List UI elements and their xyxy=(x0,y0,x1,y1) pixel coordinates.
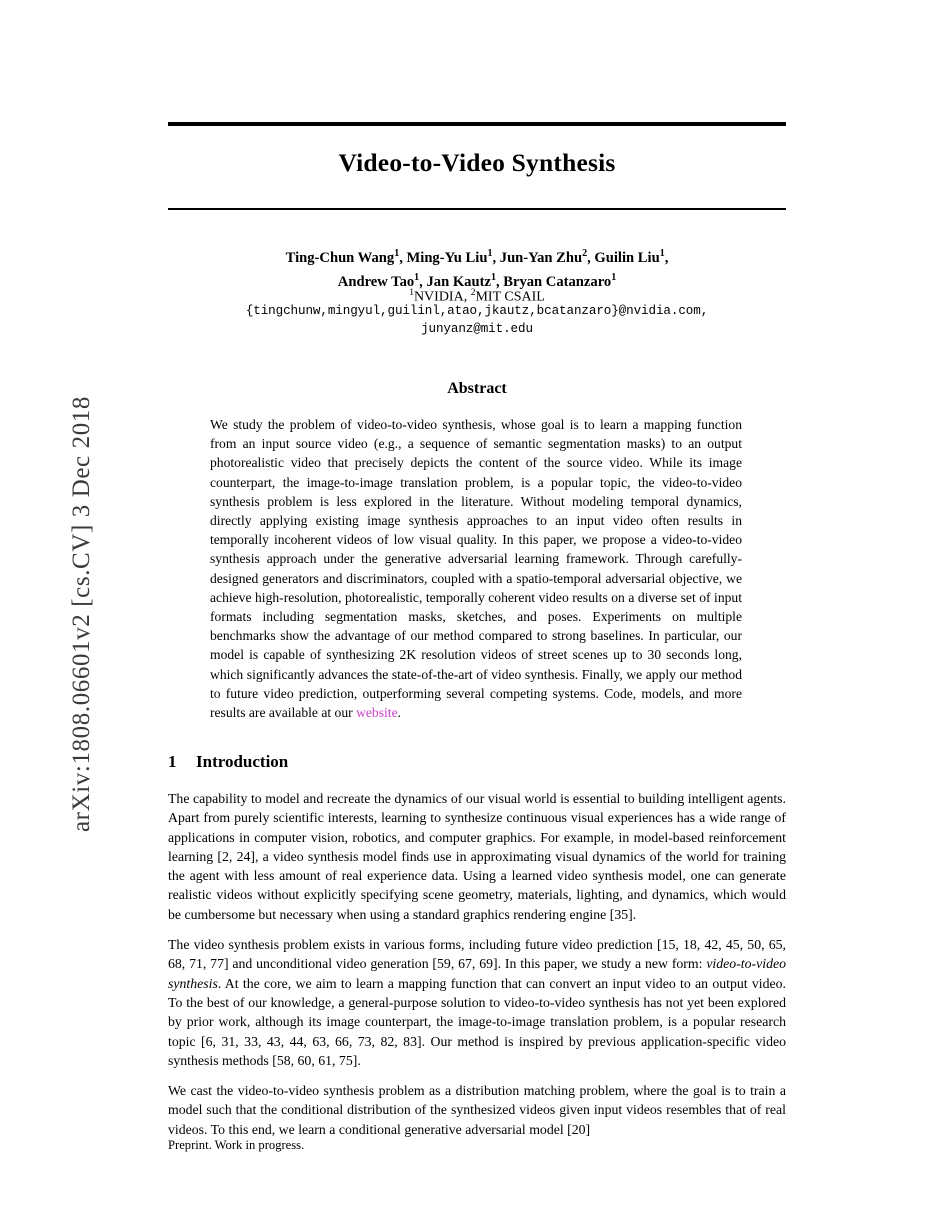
abstract-body xyxy=(210,415,742,722)
email-line-2: junyanz@mit.edu xyxy=(421,321,533,336)
email-line-1: {tingchunw,mingyul,guilinl,atao,jkautz,bcatanzaro}@nvidia.com, xyxy=(245,304,709,318)
author-line-1: Ting-Chun Wang$^1$, Ming-Yu Liu$^1$, Jun-Yan Zhu$^2$, Guilin Liu$^1$, xyxy=(285,248,669,266)
arxiv-stamp-text: arXiv:1808.06601v2 [cs.CV] 3 Dec 2018 xyxy=(68,395,95,833)
paragraph-2-emphasis: video-to-video synthesis xyxy=(168,956,786,991)
section-title: Introduction xyxy=(196,752,289,771)
abstract-text-end: . xyxy=(397,705,402,721)
footnote-preprint: Preprint. Work in progress. xyxy=(168,1138,305,1152)
paper-page xyxy=(168,0,786,1232)
paragraph-2 xyxy=(168,935,786,1070)
abstract-heading: Abstract xyxy=(447,380,507,397)
email-block xyxy=(168,303,786,338)
page-title: Video-to-Video Synthesis xyxy=(338,148,616,177)
arxiv-stamp xyxy=(0,0,120,1232)
paragraph-2-part-1: The video synthesis problem exists in various forms, including future video prediction [15, 18, 42, 45, 50, 65, 68, 71, 77] and unconditional video generation [59, 67, 69]. In this paper, we study a new form: xyxy=(168,937,786,972)
introduction-body xyxy=(168,789,786,1139)
paragraph-1: The capability to model and recreate the dynamics of our visual world is essential to building intelligent agents. Apart from purely scientific interests, learning to synthesize continuous visual experiences has a wide range of applications in computer vision, robotics, and computer graphics. For example, in model-based reinforcement learning [2, 24], a video synthesis model finds use in approximating visual dynamics of the world for training the agent with less amount of real experience data. Using a learned video synthesis model, one can generate realistic videos without explicitly specifying scene geometry, materials, lighting, and dynamics, which would be cumbersome but necessary when using a standard graphics rendering engine [35]. xyxy=(168,791,786,922)
abstract-website-link[interactable]: website xyxy=(356,705,398,721)
abstract-text-main: We study the problem of video-to-video synthesis, whose goal is to learn a mapping function from an input source video (e.g., a sequence of semantic segmentation masks) to an output photorealistic video that precisely depicts the content of the source video. While its image counterpart, the image-to-image translation problem, is a popular topic, the video-to-video synthesis problem is less explored in the literature. Without modeling temporal dynamics, directly applying existing image synthesis approaches to an input video often results in temporally incoherent videos of low visual quality. In this paper, we propose a video-to-video synthesis approach under the generative adversarial learning framework. Through carefully-designed generators and discriminators, coupled with a spatio-temporal adversarial objective, we achieve high-resolution, photorealistic, temporally coherent video results on a diverse set of input formats including segmentation masks, sketches, and poses. Experiments on multiple benchmarks show the advantage of our method compared to strong baselines. In particular, our model is capable of synthesizing 2K resolution videos of street scenes up to 30 seconds long, which significantly advances the state-of-the-art of video synthesis. Finally, we apply our method to future video prediction, outperforming several competing systems. Code, models, and more results are available at our xyxy=(210,417,742,721)
section-number: 1 xyxy=(168,752,177,771)
author-line-2: Andrew Tao$^1$, Jan Kautz$^1$, Bryan Catanzaro$^1$ xyxy=(337,271,617,290)
paragraph-2-part-2: . At the core, we aim to learn a mapping function that can convert an input video to an output video. To the best of our knowledge, a general-purpose solution to video-to-video synthesis has not yet been explored by prior work, although its image counterpart, the image-to-image translation problem, is a popular research topic [6, 31, 33, 43, 44, 63, 66, 73, 82, 83]. Our method is inspired by previous application-specific video synthesis methods [58, 60, 61, 75]. xyxy=(168,975,786,1068)
paragraph-3: We cast the video-to-video synthesis problem as a distribution matching problem, where the goal is to train a model such that the conditional distribution of the synthesized videos given input videos resembles that of real videos. To this end, we learn a conditional generative adversarial model [20] xyxy=(168,1083,786,1137)
section-heading-introduction xyxy=(168,752,786,772)
title-rule-bottom xyxy=(168,208,786,210)
affiliation-line: $^1$NVIDIA, $^2$MIT CSAIL xyxy=(409,288,545,305)
title-rule-top xyxy=(168,122,786,126)
